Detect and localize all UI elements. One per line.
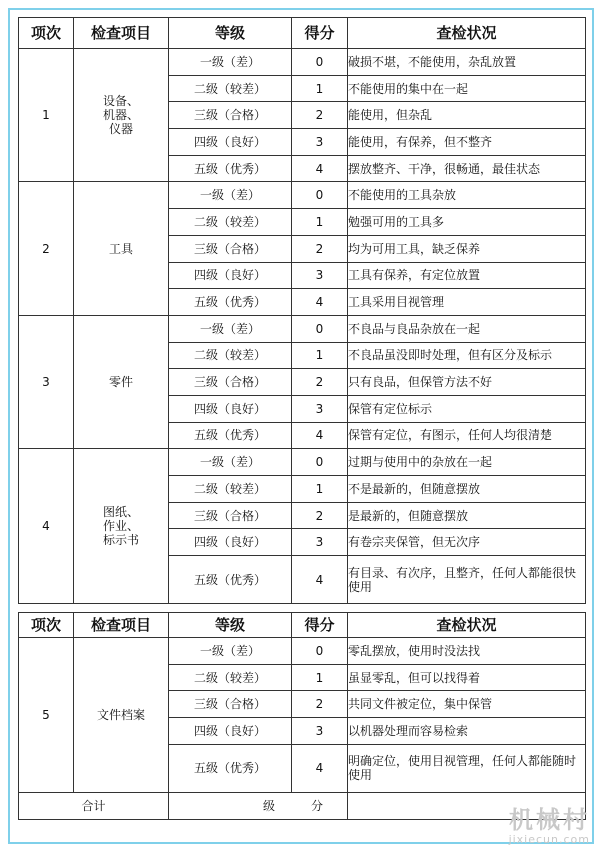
table-row [19, 638, 586, 665]
total-level-unit: 级 [262, 798, 275, 813]
header-condition: 查检状况 [348, 18, 586, 49]
check-item [74, 315, 169, 448]
header-row [19, 18, 586, 49]
grade-cell: 三级（合格） [169, 102, 292, 129]
grade-cell: 二级（较差） [169, 209, 292, 236]
check-item-line: 仪器 [108, 122, 133, 137]
score-cell: 1 [292, 476, 348, 503]
table-body-part2 [19, 638, 586, 793]
check-item-line: 图纸、 [102, 505, 139, 520]
score-cell: 0 [292, 449, 348, 476]
score-cell: 4 [292, 155, 348, 182]
condition-cell: 不能使用的工具杂放 [348, 182, 586, 209]
condition-cell: 不良品与良品杂放在一起 [348, 315, 586, 342]
check-item-line: 机器、 [102, 108, 139, 123]
condition-cell: 零乱摆放，使用时没法找 [348, 638, 586, 665]
score-cell: 4 [292, 422, 348, 449]
grade-cell: 四级（良好） [169, 395, 292, 422]
score-cell: 2 [292, 691, 348, 718]
table-body-part1 [19, 49, 586, 604]
condition-cell: 不能使用的集中在一起 [348, 75, 586, 102]
grade-cell: 一级（差） [169, 182, 292, 209]
score-cell: 3 [292, 718, 348, 745]
check-item [74, 49, 169, 182]
score-cell: 1 [292, 342, 348, 369]
header-item-no: 项次 [19, 18, 74, 49]
check-item [74, 638, 169, 793]
grade-cell: 五级（优秀） [169, 744, 292, 792]
condition-cell: 以机器处理而容易检索 [348, 718, 586, 745]
condition-cell: 保管有定位标示 [348, 395, 586, 422]
header-condition: 查检状况 [348, 613, 586, 638]
check-item [74, 449, 169, 604]
grade-cell: 一级（差） [169, 638, 292, 665]
score-cell: 3 [292, 129, 348, 156]
header-item-no: 项次 [19, 613, 74, 638]
grade-cell: 五级（优秀） [169, 155, 292, 182]
item-number: 2 [19, 182, 74, 315]
condition-cell: 虽显零乱，但可以找得着 [348, 664, 586, 691]
condition-cell: 过期与使用中的杂放在一起 [348, 449, 586, 476]
condition-cell: 有卷宗夹保管，但无次序 [348, 529, 586, 556]
grade-cell: 一级（差） [169, 449, 292, 476]
grade-cell: 一级（差） [169, 49, 292, 76]
score-cell: 1 [292, 209, 348, 236]
condition-cell: 能使用，有保养，但不整齐 [348, 129, 586, 156]
check-item-line: 标示书 [102, 533, 139, 548]
check-item [74, 182, 169, 315]
grade-cell: 五级（优秀） [169, 556, 292, 604]
grade-cell: 五级（优秀） [169, 422, 292, 449]
header-check-item: 检查项目 [74, 613, 169, 638]
score-cell: 2 [292, 502, 348, 529]
condition-cell: 只有良品，但保管方法不好 [348, 369, 586, 396]
grade-cell: 三级（合格） [169, 691, 292, 718]
table-row [19, 449, 586, 476]
score-cell: 3 [292, 395, 348, 422]
score-cell: 3 [292, 262, 348, 289]
grade-cell: 三级（合格） [169, 502, 292, 529]
grade-cell: 四级（良好） [169, 129, 292, 156]
table-row [19, 315, 586, 342]
check-item-line: 文件档案 [96, 707, 145, 722]
condition-cell: 保管有定位，有图示，任何人均很清楚 [348, 422, 586, 449]
grade-cell: 二级（较差） [169, 75, 292, 102]
item-number: 3 [19, 315, 74, 448]
condition-cell: 勉强可用的工具多 [348, 209, 586, 236]
table-row [19, 49, 586, 76]
inspection-table-part2 [18, 612, 586, 820]
grade-cell: 四级（良好） [169, 718, 292, 745]
header-row [19, 613, 586, 638]
total-score-unit: 分 [310, 798, 323, 813]
grade-cell: 三级（合格） [169, 235, 292, 262]
condition-cell: 不良品虽没即时处理，但有区分及标示 [348, 342, 586, 369]
check-item-line: 作业、 [102, 519, 139, 534]
grade-cell: 二级（较差） [169, 476, 292, 503]
condition-cell: 共同文件被定位，集中保管 [348, 691, 586, 718]
watermark-sub: jixiecun.com [508, 833, 590, 846]
score-cell: 4 [292, 289, 348, 316]
condition-cell: 破损不堪，不能使用，杂乱放置 [348, 49, 586, 76]
score-cell: 2 [292, 102, 348, 129]
grade-cell: 四级（良好） [169, 262, 292, 289]
condition-cell: 是最新的，但随意摆放 [348, 502, 586, 529]
condition-cell: 均为可用工具，缺乏保养 [348, 235, 586, 262]
condition-cell: 工具采用目视管理 [348, 289, 586, 316]
score-cell: 0 [292, 182, 348, 209]
score-cell: 0 [292, 49, 348, 76]
condition-cell: 工具有保养，有定位放置 [348, 262, 586, 289]
grade-cell: 四级（良好） [169, 529, 292, 556]
grade-cell: 二级（较差） [169, 664, 292, 691]
score-cell: 1 [292, 664, 348, 691]
total-condition-cell [348, 792, 586, 819]
score-cell: 1 [292, 75, 348, 102]
grade-cell: 三级（合格） [169, 369, 292, 396]
table-row [19, 182, 586, 209]
score-cell: 4 [292, 744, 348, 792]
watermark-main: 机械村 [509, 806, 590, 834]
score-cell: 0 [292, 638, 348, 665]
grade-cell: 五级（优秀） [169, 289, 292, 316]
inspection-table-part1 [18, 17, 586, 604]
condition-cell: 不是最新的，但随意摆放 [348, 476, 586, 503]
total-row [19, 792, 586, 819]
item-number: 4 [19, 449, 74, 604]
grade-cell: 二级（较差） [169, 342, 292, 369]
header-check-item: 检查项目 [74, 18, 169, 49]
header-grade: 等级 [169, 18, 292, 49]
score-cell: 4 [292, 556, 348, 604]
header-score: 得分 [292, 18, 348, 49]
score-cell: 0 [292, 315, 348, 342]
condition-cell: 有目录、有次序，且整齐，任何人都能很快使用 [348, 556, 586, 604]
score-cell: 2 [292, 235, 348, 262]
grade-cell: 一级（差） [169, 315, 292, 342]
condition-cell: 明确定位，使用目视管理，任何人都能随时使用 [348, 744, 586, 792]
item-number: 5 [19, 638, 74, 793]
check-item-line: 工具 [108, 241, 133, 256]
total-level-score-cell [169, 792, 348, 819]
total-label: 合计 [19, 792, 169, 819]
score-cell: 3 [292, 529, 348, 556]
condition-cell: 摆放整齐、干净，很畅通，最佳状态 [348, 155, 586, 182]
check-item-line: 零件 [108, 375, 133, 390]
score-cell: 2 [292, 369, 348, 396]
condition-cell: 能使用，但杂乱 [348, 102, 586, 129]
item-number: 1 [19, 49, 74, 182]
header-grade: 等级 [169, 613, 292, 638]
check-item-line: 设备、 [102, 94, 139, 109]
header-score: 得分 [292, 613, 348, 638]
